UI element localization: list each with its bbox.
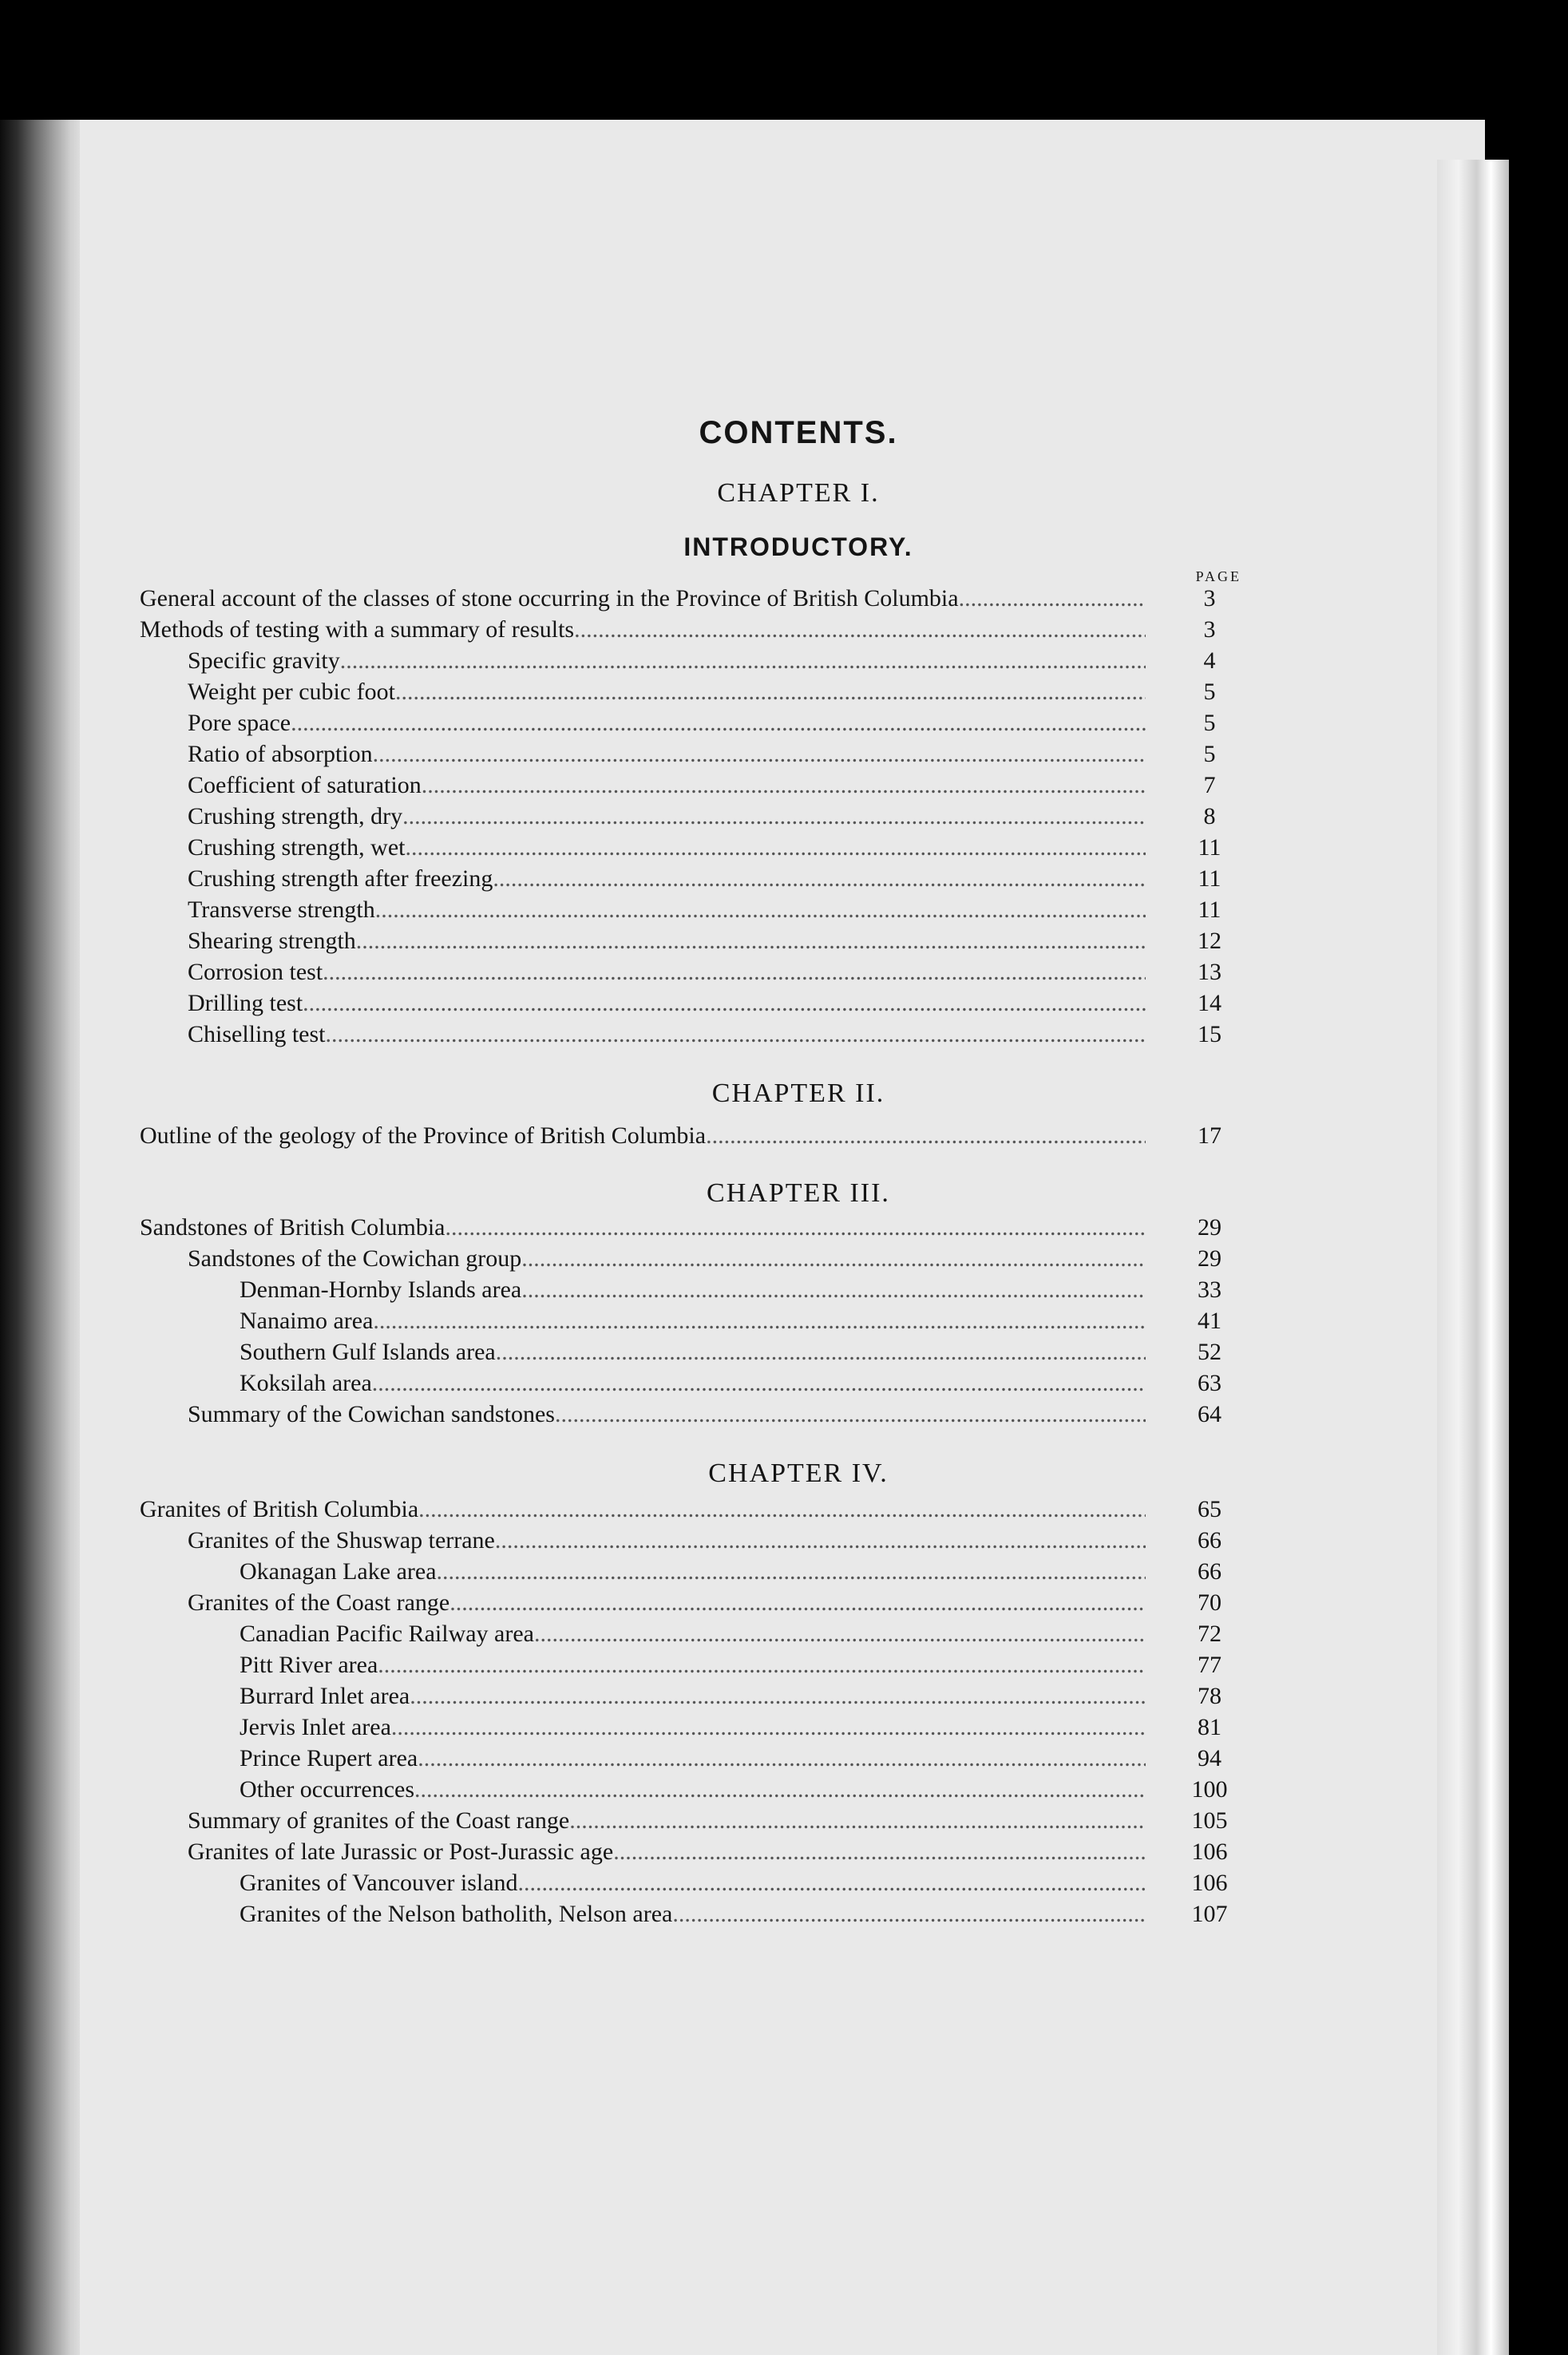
toc-entry-line (140, 1120, 1146, 1151)
leader-dots (555, 1399, 1146, 1430)
leader-dots (373, 1305, 1146, 1336)
toc-entry-title: Southern Gulf Islands area (240, 1339, 496, 1365)
leader-dots (569, 1805, 1146, 1836)
toc-entry[interactable] (140, 956, 1222, 988)
toc-page-number: 29 (1198, 1245, 1222, 1272)
leader-dots (495, 1525, 1146, 1556)
leader-dots (518, 1867, 1146, 1898)
toc-entry-line (140, 1712, 1146, 1743)
toc-page-number: 5 (1203, 679, 1216, 705)
toc-entry[interactable] (140, 1712, 1222, 1743)
leader-dots (372, 1367, 1146, 1399)
toc-page-number: 72 (1198, 1621, 1222, 1647)
toc-page-number: 70 (1198, 1589, 1222, 1616)
toc-entry-line (140, 645, 1146, 676)
toc-entry-line (140, 1399, 1146, 1430)
toc-entry[interactable] (140, 894, 1222, 925)
toc-entry-line (140, 1836, 1146, 1867)
toc-entry-title: Granites of Vancouver island (240, 1870, 518, 1896)
toc-page-number: 78 (1198, 1683, 1222, 1709)
toc-entry[interactable] (140, 832, 1222, 863)
leader-dots (418, 1743, 1146, 1774)
leader-dots (534, 1618, 1146, 1649)
section-title: INTRODUCTORY. (683, 532, 913, 561)
toc-entry-line (140, 707, 1146, 738)
toc-entry-line (140, 1805, 1146, 1836)
toc-entry-line (140, 925, 1146, 956)
toc-page-number: 77 (1198, 1652, 1222, 1678)
chapter-entries (140, 1494, 1228, 1930)
toc-entry-line (140, 894, 1146, 925)
toc-entry[interactable] (140, 1680, 1222, 1712)
toc-entry-title: Koksilah area (240, 1370, 372, 1396)
toc-entry[interactable] (140, 676, 1218, 707)
toc-page-number: 94 (1198, 1745, 1222, 1771)
toc-entry-title: Okanagan Lake area (240, 1558, 437, 1585)
leader-dots (493, 863, 1146, 894)
toc-page-number: 66 (1198, 1558, 1222, 1585)
leader-dots (303, 988, 1146, 1019)
toc-page-number: 8 (1203, 803, 1216, 829)
toc-page-number: 17 (1198, 1122, 1222, 1149)
toc-entry[interactable] (140, 1805, 1228, 1836)
chapter-entries (140, 1212, 1222, 1430)
toc-entry[interactable] (140, 770, 1218, 801)
toc-entry-title: Shearing strength (188, 928, 356, 954)
toc-entry[interactable] (140, 1305, 1222, 1336)
toc-page-number: 11 (1198, 834, 1222, 861)
leader-dots (356, 925, 1146, 956)
toc-entry-line (140, 583, 1146, 614)
toc-entry-title: Methods of testing with a summary of results (140, 616, 575, 643)
toc-entry-line (140, 1680, 1146, 1712)
toc-page-number: 52 (1198, 1339, 1222, 1365)
leader-dots (706, 1120, 1146, 1151)
toc-entry-line (140, 1898, 1146, 1930)
toc-entry-line (140, 1867, 1146, 1898)
toc-entry[interactable] (140, 614, 1218, 645)
leader-dots (449, 1587, 1146, 1618)
toc-entry[interactable] (140, 801, 1218, 832)
toc-entry-line (140, 801, 1146, 832)
toc-page-number: 66 (1198, 1527, 1222, 1554)
toc-entry[interactable] (140, 925, 1222, 956)
toc-entry-title: Outline of the geology of the Province of British Columbia (140, 1122, 707, 1149)
toc-entry[interactable] (140, 1212, 1222, 1243)
toc-entry-line (140, 614, 1146, 645)
table-of-contents (140, 415, 1241, 1930)
toc-entry-title: Burrard Inlet area (240, 1683, 410, 1709)
toc-page-number: 5 (1203, 710, 1216, 736)
leader-dots (391, 1712, 1146, 1743)
leader-dots (422, 770, 1146, 801)
toc-entry-line (140, 676, 1146, 707)
toc-entry[interactable] (140, 1898, 1228, 1930)
leader-dots (410, 1680, 1146, 1712)
toc-entry-title: Pore space (188, 710, 291, 736)
leader-dots (395, 676, 1146, 707)
toc-entry-line (140, 770, 1146, 801)
toc-entry[interactable] (140, 707, 1218, 738)
toc-entry-line (140, 1243, 1146, 1274)
toc-entry-line (140, 1743, 1146, 1774)
leader-dots (405, 832, 1146, 863)
chapter-heading: CHAPTER IV. (708, 1459, 889, 1488)
toc-entry[interactable] (140, 1525, 1222, 1556)
toc-entry[interactable] (140, 738, 1218, 770)
toc-entry[interactable] (140, 988, 1222, 1019)
toc-entry[interactable] (140, 583, 1218, 614)
chapter-heading: CHAPTER III. (707, 1178, 890, 1208)
toc-entry-title: Canadian Pacific Railway area (240, 1621, 534, 1647)
toc-entry[interactable] (140, 1243, 1222, 1274)
toc-page-number: 13 (1198, 959, 1222, 985)
toc-entry-title: Other occurrences (240, 1776, 415, 1803)
toc-entry-title: Granites of British Columbia (140, 1496, 419, 1522)
book-spine-shadow (0, 120, 88, 2355)
toc-entry[interactable] (140, 645, 1218, 676)
leader-dots (496, 1336, 1146, 1367)
toc-page-number: 29 (1198, 1214, 1222, 1241)
toc-entry-line (140, 1212, 1146, 1243)
leader-dots (521, 1274, 1146, 1305)
toc-entry-line (140, 956, 1146, 988)
toc-page-number: 100 (1191, 1776, 1228, 1803)
leader-dots (613, 1836, 1146, 1867)
toc-entry-line (140, 1367, 1146, 1399)
page-edge-stack (1437, 160, 1509, 2355)
toc-page-number: 15 (1198, 1021, 1222, 1047)
toc-page-number: 63 (1198, 1370, 1222, 1396)
toc-entry-title: Summary of granites of the Coast range (188, 1807, 570, 1834)
toc-entry-line (140, 1525, 1146, 1556)
leader-dots (445, 1212, 1146, 1243)
toc-entry[interactable] (140, 1618, 1222, 1649)
toc-entry-title: General account of the classes of stone occurring in the Province of British Columbia (140, 585, 959, 612)
toc-entry-title: Pitt River area (240, 1652, 378, 1678)
toc-entry-line (140, 832, 1146, 863)
toc-entry-title: Nanaimo area (240, 1308, 374, 1334)
leader-dots (418, 1494, 1146, 1525)
toc-page-number: 33 (1198, 1276, 1222, 1303)
toc-page-number: 11 (1198, 865, 1222, 892)
toc-page-number: 3 (1203, 585, 1216, 612)
toc-page-number: 107 (1191, 1901, 1228, 1927)
toc-entry-title: Corrosion test (188, 959, 323, 985)
toc-entry[interactable] (140, 1274, 1222, 1305)
toc-entry-line (140, 1494, 1146, 1525)
toc-entry-line (140, 988, 1146, 1019)
leader-dots (574, 614, 1146, 645)
toc-entry-line (140, 1618, 1146, 1649)
toc-entry-title: Chiselling test (188, 1021, 326, 1047)
toc-entry[interactable] (140, 1556, 1222, 1587)
toc-page-number: 3 (1203, 616, 1216, 643)
leader-dots (375, 894, 1146, 925)
toc-entry-line (140, 1305, 1146, 1336)
toc-entry-title: Coefficient of saturation (188, 772, 422, 798)
toc-entry-line (140, 1774, 1146, 1805)
toc-entry-title: Jervis Inlet area (240, 1714, 391, 1740)
toc-page-number: 106 (1191, 1870, 1228, 1896)
page-column-label: PAGE (1195, 568, 1241, 584)
contents-title: CONTENTS. (699, 415, 898, 450)
toc-page-number: 105 (1191, 1807, 1228, 1834)
toc-entry[interactable] (140, 1743, 1222, 1774)
toc-entry[interactable] (140, 1867, 1228, 1898)
chapter-entries (140, 1120, 1222, 1151)
toc-entry[interactable] (140, 1649, 1222, 1680)
leader-dots (437, 1556, 1146, 1587)
toc-entry[interactable] (140, 1587, 1222, 1618)
leader-dots (323, 956, 1146, 988)
toc-entry-title: Granites of late Jurassic or Post-Jurassic age (188, 1838, 614, 1865)
chapter-heading: CHAPTER I. (717, 478, 880, 508)
toc-entry-title: Transverse strength (188, 896, 375, 923)
leader-dots (326, 1019, 1146, 1050)
toc-entry[interactable] (140, 863, 1222, 894)
toc-page-number: 64 (1198, 1401, 1222, 1427)
toc-entry-title: Ratio of absorption (188, 741, 373, 767)
toc-entry-line (140, 1019, 1146, 1050)
toc-entry[interactable] (140, 1367, 1222, 1399)
toc-entry-title: Granites of the Shuswap terrane (188, 1527, 495, 1554)
leader-dots (414, 1774, 1146, 1805)
leader-dots (402, 801, 1146, 832)
toc-page-number: 106 (1191, 1838, 1228, 1865)
toc-entry[interactable] (140, 1774, 1228, 1805)
toc-entry-title: Crushing strength after freezing (188, 865, 493, 892)
chapter-heading: CHAPTER II. (711, 1079, 885, 1108)
toc-entry-line (140, 738, 1146, 770)
toc-page-number: 7 (1203, 772, 1216, 798)
toc-page-number: 14 (1198, 990, 1222, 1016)
toc-entry[interactable] (140, 1336, 1222, 1367)
leader-dots (378, 1649, 1146, 1680)
toc-entry-title: Crushing strength, dry (188, 803, 403, 829)
toc-page-number: 65 (1198, 1496, 1222, 1522)
toc-entry-title: Granites of the Coast range (188, 1589, 450, 1616)
toc-page-number: 81 (1198, 1714, 1222, 1740)
toc-entry-line (140, 1587, 1146, 1618)
toc-entry-title: Prince Rupert area (240, 1745, 418, 1771)
toc-entry-line (140, 1556, 1146, 1587)
toc-entry-title: Sandstones of the Cowichan group (188, 1245, 522, 1272)
toc-entry[interactable] (140, 1120, 1222, 1151)
toc-entry[interactable] (140, 1836, 1228, 1867)
toc-entry-title: Summary of the Cowichan sandstones (188, 1401, 555, 1427)
leader-dots (672, 1898, 1146, 1930)
toc-entry[interactable] (140, 1019, 1222, 1050)
toc-page-number: 11 (1198, 896, 1222, 923)
leader-dots (373, 738, 1146, 770)
toc-entry-line (140, 1336, 1146, 1367)
toc-entry-line (140, 1274, 1146, 1305)
leader-dots (340, 645, 1146, 676)
leader-dots (521, 1243, 1146, 1274)
toc-page-number: 4 (1203, 647, 1216, 674)
toc-page-number: 12 (1198, 928, 1222, 954)
toc-entry[interactable] (140, 1399, 1222, 1430)
toc-entry-title: Sandstones of British Columbia (140, 1214, 445, 1241)
toc-entry-title: Drilling test (188, 990, 303, 1016)
chapter-entries (140, 568, 1241, 1050)
toc-entry-title: Granites of the Nelson batholith, Nelson area (240, 1901, 673, 1927)
toc-entry[interactable] (140, 1494, 1222, 1525)
toc-entry-title: Specific gravity (188, 647, 340, 674)
toc-entry-title: Crushing strength, wet (188, 834, 406, 861)
toc-entry-title: Weight per cubic foot (188, 679, 395, 705)
toc-entry-title: Denman-Hornby Islands area (240, 1276, 522, 1303)
toc-page-number: 5 (1203, 741, 1216, 767)
leader-dots (959, 583, 1146, 614)
toc-page-number: 41 (1198, 1308, 1222, 1334)
leader-dots (291, 707, 1146, 738)
toc-entry-line (140, 863, 1146, 894)
toc-entry-line (140, 1649, 1146, 1680)
